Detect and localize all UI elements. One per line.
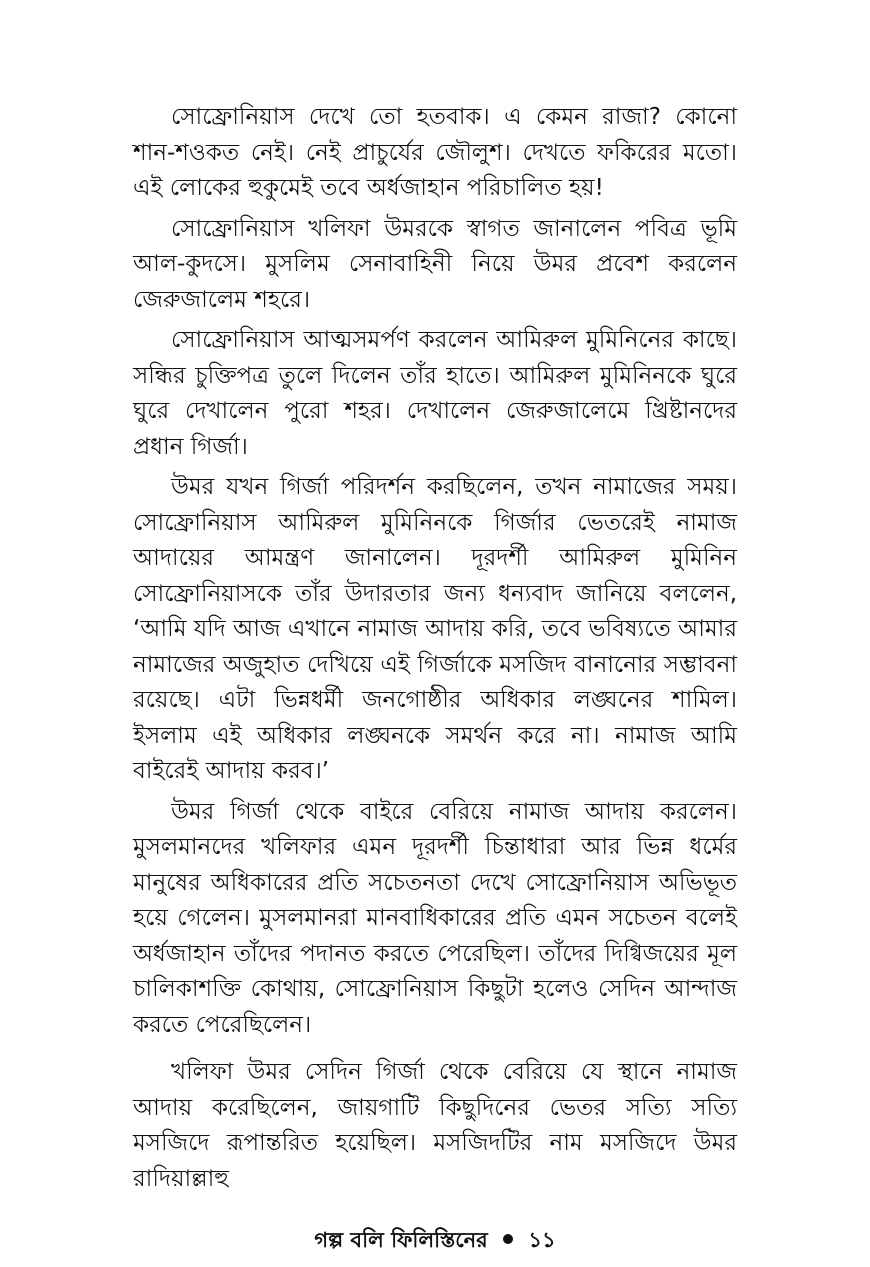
paragraph-6: খলিফা উমর সেদিন গির্জা থেকে বেরিয়ে যে স্থানে নামাজ আদায় করেছিলেন, জায়গাটি কিছুদিনের ভেতর সত্যি সত্যি মসজিদে রূপান্তরিত হয়েছিল। মসজিদটির নাম মসজিদে উমর রাদিয়াল্লাহু	[133, 1059, 737, 1192]
paragraph-3: সোফ্রোনিয়াস আত্মসমর্পণ করলেন আমিরুল মুমিনিনের কাছে। সন্ধির চুক্তিপত্র তুলে দিলেন তাঁর হাতে। আমিরুল মুমিনিনকে ঘুরে ঘুরে দেখালেন পুরো শহর। দেখালেন জেরুজালেমে খ্রিষ্টানদের প্রধান গির্জা।	[133, 327, 737, 460]
page-footer	[0, 1226, 870, 1254]
body-text	[133, 100, 737, 1202]
paragraph-1: সোফ্রোনিয়াস দেখে তো হতবাক। এ কেমন রাজা? কোনো শান-শওকত নেই। নেই প্রাচুর্যের জৌলুশ। দেখতে ফকিরের মতো। এই লোকের হুকুমেই তবে অর্ধজাহান পরিচালিত হয়!	[133, 104, 737, 201]
paragraph-2: সোফ্রোনিয়াস খলিফা উমরকে স্বাগত জানালেন পবিত্র ভূমি আল-কুদসে। মুসলিম সেনাবাহিনী নিয়ে উমর প্রবেশ করলেন জেরুজালেম শহরে।	[133, 215, 737, 313]
paragraph-4: উমর যখন গির্জা পরিদর্শন করছিলেন, তখন নামাজের সময়। সোফ্রোনিয়াস আমিরুল মুমিনিনকে গির্জার ভেতরেই নামাজ আদায়ের আমন্ত্রণ জানালেন। দূরদর্শী আমিরুল মুমিনিন সোফ্রোনিয়াসকে তাঁর উদারতার জন্য ধন্যবাদ জানিয়ে বললেন, ‘আমি যদি আজ এখানে নামাজ আদায় করি, তবে ভবিষ্যতে আমার নামাজের অজুহাত দেখিয়ে এই গির্জাকে মসজিদ বানানোর সম্ভাবনা রয়েছে। এটা ভিন্নধর্মী জনগোষ্ঠীর অধিকার লঙ্ঘনের শামিল। ইসলাম এই অধিকার লঙ্ঘনকে সমর্থন করে না। নামাজ আমি বাইরেই আদায় করব।’	[133, 474, 737, 784]
footer-book-title: গল্প বলি ফিলিস্তিনের	[314, 1228, 488, 1252]
footer-page-number: ১১	[528, 1228, 556, 1252]
bullet-dot-icon	[503, 1234, 513, 1244]
paragraph-5: উমর গির্জা থেকে বাইরে বেরিয়ে নামাজ আদায় করলেন। মুসলমানদের খলিফার এমন দূরদর্শী চিন্তাধারা আর ভিন্ন ধর্মের মানুষের অধিকারের প্রতি সচেতনতা দেখে সোফ্রোনিয়াস অভিভূত হয়ে গেলেন। মুসলমানরা মানবাধিকারের প্রতি এমন সচেতন বলেই অর্ধজাহান তাঁদের পদানত করতে পেরেছিল। তাঁদের দিগ্বিজয়ের মূল চালিকাশক্তি কোথায়, সোফ্রোনিয়াস কিছুটা হলেও সেদিন আন্দাজ করতে পেরেছিলেন।	[133, 798, 737, 1038]
